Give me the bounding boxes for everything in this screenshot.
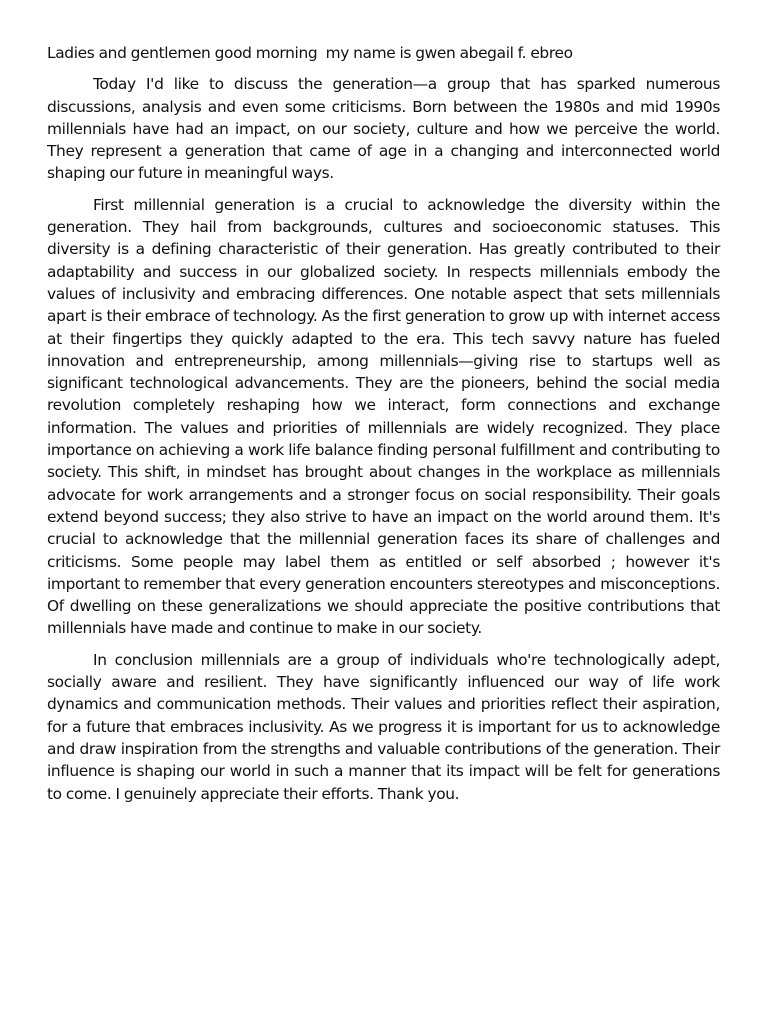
paragraph-conclusion: In conclusion millennials are a group of individuals who're technologically adept, socially aware and resilient. They have significantly influenced our way of life work dynamics and communication methods. Their values and priorities reflect their aspiration, for a future that embraces inclusivity. As we progress it is important for us to acknowledge and draw inspiration from the strengths and valuable contributions of the generation. Their influence is shaping our world in such a manner that its impact will be felt for generations to come. I genuinely appreciate their efforts. Thank you.: [47, 650, 720, 803]
paragraph-introduction: Today I'd like to discuss the generation—a group that has sparked numerous discussions, analysis and even some criticisms. Born between the 1980s and mid 1990s millennials have had an impact, on our society, culture and how we perceive the world. They represent a generation that came of age in a changing and interconnected world shaping our future in meaningful ways.: [47, 75, 720, 183]
greeting-line: Ladies and gentlemen good morning my name is gwen abegail f. ebreo: [47, 44, 573, 62]
paragraph-main-body: First millennial generation is a crucial to acknowledge the diversity within the generation. They hail from backgrounds, cultures and socioeconomic statuses. This diversity is a defining characteristic of their generation. Has greatly contributed to their adaptability and success in our globalized society. In respects millennials embody the values of inclusivity and embracing differences. One notable aspect that sets millennials apart is their embrace of technology. As the first generation to grow up with internet access at their fingertips they quickly adapted to the era. This tech savvy nature has fueled innovation and entrepreneurship, among millennials—giving rise to startups well as significant technological advancements. They are the pioneers, behind the social media revolution completely reshaping how we interact, form connections and exchange information. The values and priorities of millennials are widely recognized. They place importance on achieving a work life balance finding personal fulfillment and contributing to society. This shift, in mindset has brought about changes in the workplace as millennials advocate for work arrangements and a stronger focus on social responsibility. Their goals extend beyond success; they also strive to have an impact on the world around them. It's crucial to acknowledge that the millennial generation faces its share of challenges and criticisms. Some people may label them as entitled or self absorbed ; however it's important to remember that every generation encounters stereotypes and misconceptions. Of dwelling on these generalizations we should appreciate the positive contributions that millennials have made and continue to make in our society.: [47, 195, 720, 638]
document-body: [47, 42, 720, 814]
